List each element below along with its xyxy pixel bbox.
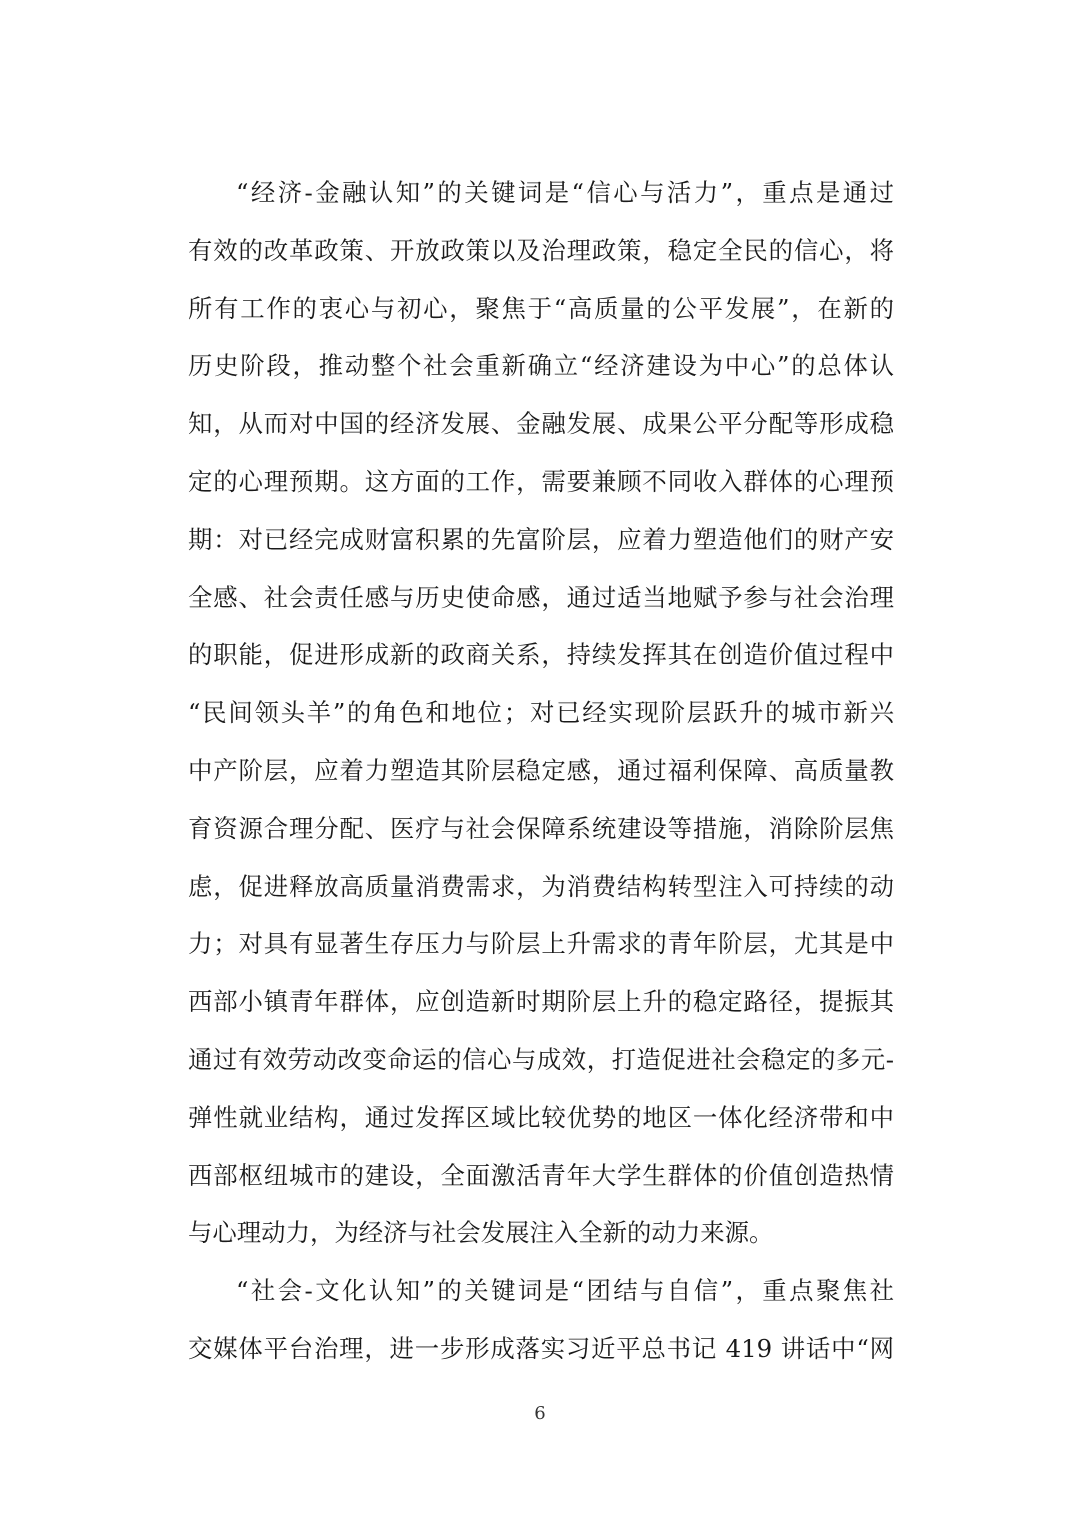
page-number: 6 bbox=[534, 1403, 546, 1424]
body-text bbox=[188, 164, 894, 1378]
text-line: 历史阶段，推动整个社会重新确立“经济建设为中心”的总体认 bbox=[188, 351, 894, 381]
text-line: 西部枢纽城市的建设，全面激活青年大学生群体的价值创造热情 bbox=[188, 1160, 894, 1190]
text-line: 有效的改革政策、开放政策以及治理政策，稳定全民的信心，将 bbox=[188, 235, 894, 265]
text-line: 虑，促进释放高质量消费需求，为消费结构转型注入可持续的动 bbox=[188, 871, 894, 901]
paragraph-economy-finance bbox=[188, 164, 894, 1262]
text-line: “社会-文化认知”的关键词是“团结与自信”，重点聚焦社 bbox=[236, 1276, 894, 1306]
text-line: “经济-金融认知”的关键词是“信心与活力”，重点是通过 bbox=[236, 178, 894, 207]
text-line: 期：对已经完成财富积累的先富阶层，应着力塑造他们的财产安 bbox=[188, 524, 894, 554]
text-line: 全感、社会责任感与历史使命感，通过适当地赋予参与社会治理 bbox=[188, 582, 894, 612]
text-line: 力；对具有显著生存压力与阶层上升需求的青年阶层，尤其是中 bbox=[188, 929, 894, 959]
text-line: 交媒体平台治理，进一步形成落实习近平总书记 419 讲话中“网 bbox=[188, 1333, 894, 1363]
text-line: 定的心理预期。这方面的工作，需要兼顾不同收入群体的心理预 bbox=[188, 466, 894, 496]
text-line: 通过有效劳动改变命运的信心与成效，打造促进社会稳定的多元- bbox=[188, 1044, 894, 1074]
text-line: 育资源合理分配、医疗与社会保障系统建设等措施，消除阶层焦 bbox=[188, 813, 894, 843]
text-line: “民间领头羊”的角色和地位；对已经实现阶层跃升的城市新兴 bbox=[188, 698, 894, 728]
paragraph-society-culture bbox=[188, 1262, 894, 1378]
text-line: 中产阶层，应着力塑造其阶层稳定感，通过福利保障、高质量教 bbox=[188, 755, 894, 785]
text-line: 弹性就业结构，通过发挥区域比较优势的地区一体化经济带和中 bbox=[188, 1102, 894, 1132]
text-line: 所有工作的衷心与初心，聚焦于“高质量的公平发展”，在新的 bbox=[188, 293, 894, 323]
text-line: 与心理动力，为经济与社会发展注入全新的动力来源。 bbox=[188, 1218, 774, 1248]
text-line: 西部小镇青年群体，应创造新时期阶层上升的稳定路径，提振其 bbox=[188, 987, 894, 1017]
text-line: 的职能，促进形成新的政商关系，持续发挥其在创造价值过程中 bbox=[188, 640, 894, 670]
text-line: 知，从而对中国的经济发展、金融发展、成果公平分配等形成稳 bbox=[188, 409, 894, 439]
